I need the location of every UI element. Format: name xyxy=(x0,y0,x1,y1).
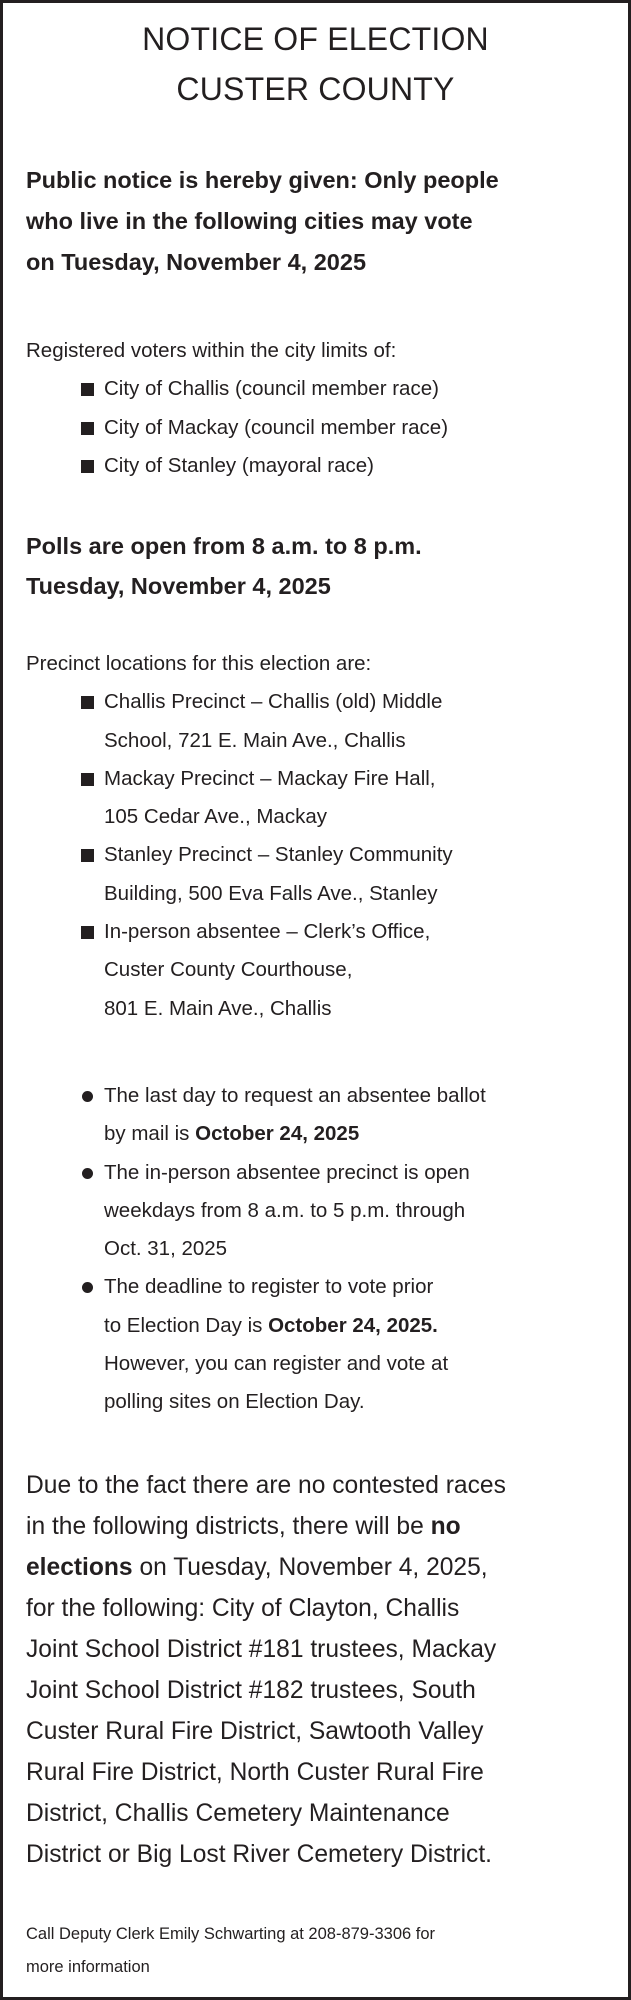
paragraph-line: Joint School District #181 trustees, Mackay xyxy=(26,1636,497,1663)
city-list-item xyxy=(26,409,616,447)
paragraph-line: Due to the fact there are no contested races xyxy=(26,1472,506,1499)
precinct-line: School, 721 E. Main Ave., Challis xyxy=(104,728,406,752)
paragraph-line: for the following: City of Clayton, Challis xyxy=(26,1595,460,1622)
contact-info xyxy=(26,1918,586,1984)
deadline-list xyxy=(26,1077,616,1422)
paragraph-line xyxy=(26,1547,621,1588)
precinct-list xyxy=(26,683,616,1028)
title-line-2: CUSTER COUNTY xyxy=(176,71,455,107)
deadline-line xyxy=(104,1115,616,1153)
deadline-list-item xyxy=(26,1268,616,1421)
polls-hours xyxy=(26,526,616,606)
precinct-list-item xyxy=(26,913,616,1028)
contact-line: Call Deputy Clerk Emily Schwarting at 208-879-3306 for xyxy=(26,1925,436,1943)
registration-deadline: October 24, 2025. xyxy=(268,1313,438,1337)
deadline-line: weekdays from 8 a.m. to 5 p.m. through xyxy=(104,1198,466,1222)
square-bullet-icon xyxy=(81,422,94,435)
intro-line: who live in the following cities may vote xyxy=(26,208,473,234)
no-elections-paragraph xyxy=(26,1465,621,1875)
deadline-line: The in-person absentee precinct is open xyxy=(104,1160,470,1184)
precinct-line: Building, 500 Eva Falls Ave., Stanley xyxy=(104,881,438,905)
deadline-line: polling sites on Election Day. xyxy=(104,1390,365,1414)
emphasis-text: elections xyxy=(26,1554,133,1581)
city-list xyxy=(26,370,616,485)
paragraph-line: Custer Rural Fire District, Sawtooth Valley xyxy=(26,1718,484,1745)
precinct-list-item xyxy=(26,836,616,913)
deadline-line: The last day to request an absentee ballot xyxy=(104,1084,486,1107)
square-bullet-icon xyxy=(81,926,94,939)
deadline-text: to Election Day is xyxy=(104,1313,269,1337)
paragraph-line: Joint School District #182 trustees, South xyxy=(26,1677,476,1704)
precinct-section xyxy=(26,645,616,1028)
public-notice-intro xyxy=(26,160,616,283)
registered-voters-section xyxy=(26,332,616,485)
registered-heading: Registered voters within the city limits of: xyxy=(26,339,397,362)
precinct-line: Challis Precinct – Challis (old) Middle xyxy=(104,690,443,714)
intro-line: on Tuesday, November 4, 2025 xyxy=(26,249,367,275)
title-line-1: NOTICE OF ELECTION xyxy=(142,21,489,57)
paragraph-text: on Tuesday, November 4, 2025, xyxy=(132,1554,488,1581)
deadline-line: However, you can register and vote at xyxy=(104,1352,449,1376)
paragraph-line xyxy=(26,1506,621,1547)
paragraph-line: Rural Fire District, North Custer Rural Fire xyxy=(26,1759,484,1786)
deadline-list-item xyxy=(26,1077,616,1154)
precinct-list-item xyxy=(26,683,616,760)
precinct-list-item xyxy=(26,760,616,837)
polls-line: Tuesday, November 4, 2025 xyxy=(26,573,331,599)
deadline-text: by mail is xyxy=(104,1122,196,1146)
paragraph-line: District or Big Lost River Cemetery District. xyxy=(26,1841,492,1868)
precinct-line: Mackay Precinct – Mackay Fire Hall, xyxy=(104,766,436,790)
deadlines-section xyxy=(26,1077,616,1422)
paragraph-text: in the following districts, there will be xyxy=(26,1513,431,1540)
city-list-item xyxy=(26,370,616,408)
square-bullet-icon xyxy=(81,696,94,709)
square-bullet-icon xyxy=(81,383,94,396)
city-label: City of Mackay (council member race) xyxy=(104,415,449,439)
deadline-line: Oct. 31, 2025 xyxy=(104,1237,228,1261)
emphasis-text: no xyxy=(430,1513,461,1540)
deadline-line xyxy=(104,1307,616,1345)
absentee-request-deadline: October 24, 2025 xyxy=(195,1122,360,1146)
precinct-heading: Precinct locations for this election are: xyxy=(26,652,372,675)
square-bullet-icon xyxy=(81,773,94,786)
polls-line: Polls are open from 8 a.m. to 8 p.m. xyxy=(26,533,422,559)
precinct-line: Stanley Precinct – Stanley Community xyxy=(104,843,453,867)
square-bullet-icon xyxy=(81,849,94,862)
precinct-line: 801 E. Main Ave., Challis xyxy=(104,996,332,1020)
round-bullet-icon xyxy=(82,1168,93,1179)
deadline-list-item xyxy=(26,1154,616,1269)
city-label: City of Challis (council member race) xyxy=(104,377,439,401)
precinct-line: Custer County Courthouse, xyxy=(104,958,353,982)
round-bullet-icon xyxy=(82,1091,93,1102)
precinct-line: In-person absentee – Clerk’s Office, xyxy=(104,920,431,944)
precinct-line: 105 Cedar Ave., Mackay xyxy=(104,805,327,829)
notice-title xyxy=(0,14,631,114)
city-list-item xyxy=(26,447,616,485)
deadline-line: The deadline to register to vote prior xyxy=(104,1275,434,1299)
paragraph-line: District, Challis Cemetery Maintenance xyxy=(26,1800,450,1827)
contact-line: more information xyxy=(26,1958,150,1976)
round-bullet-icon xyxy=(82,1282,93,1293)
square-bullet-icon xyxy=(81,460,94,473)
intro-line: Public notice is hereby given: Only people xyxy=(26,167,499,193)
city-label: City of Stanley (mayoral race) xyxy=(104,453,375,477)
